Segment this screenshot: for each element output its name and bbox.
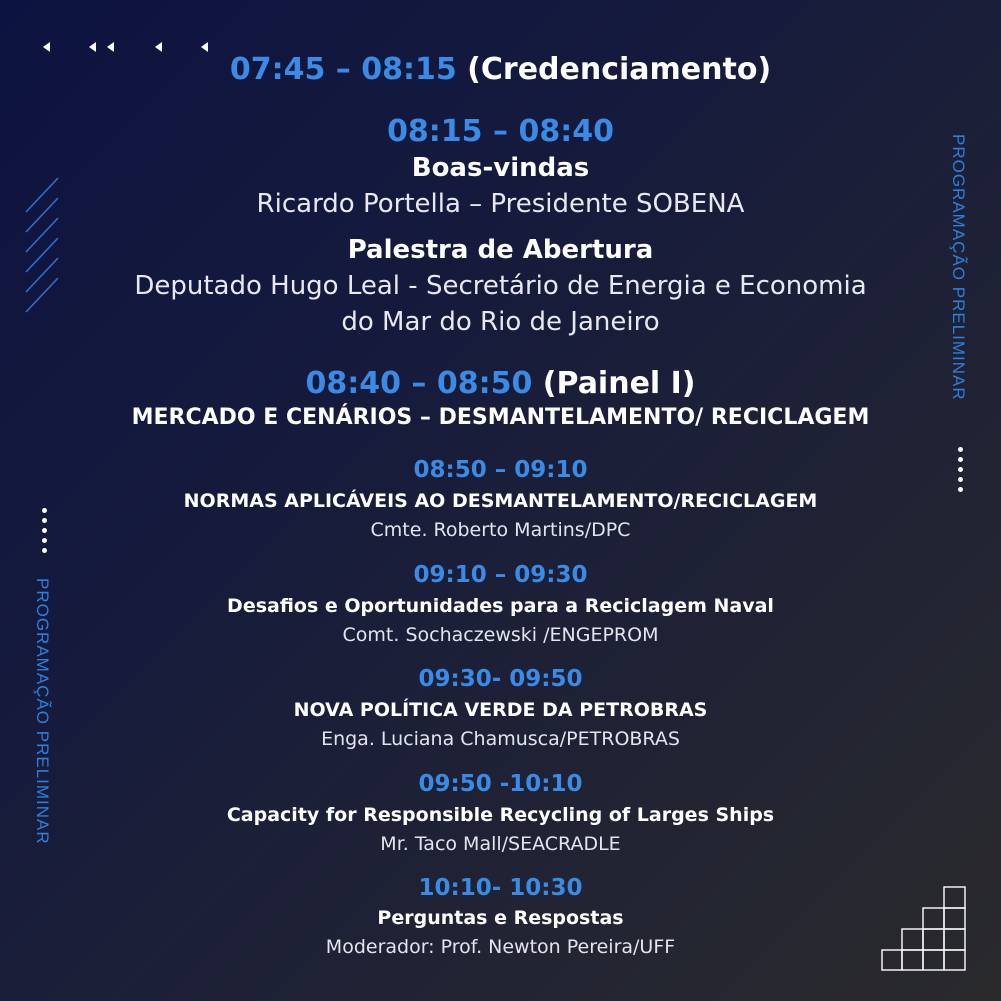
welcome-time: 08:15 – 08:40 xyxy=(387,114,614,149)
side-label-left: PROGRAMAÇÃO PRELIMINAR xyxy=(33,578,52,845)
panel-time: 08:40 – 08:50 xyxy=(305,366,533,401)
panel-row xyxy=(0,366,1001,401)
session-title: Desafios e Oportunidades para a Reciclagem Naval xyxy=(227,595,774,617)
session-time: 09:10 – 09:30 xyxy=(413,562,588,588)
keynote-title: Palestra de Abertura xyxy=(347,235,654,265)
side-label-right: PROGRAMAÇÃO PRELIMINAR xyxy=(949,134,968,401)
keynote-speaker-line1: Deputado Hugo Leal - Secretário de Energia e Economia xyxy=(134,271,867,301)
credenciamento-time: 07:45 – 08:15 xyxy=(229,52,457,87)
session-title: NOVA POLÍTICA VERDE DA PETROBRAS xyxy=(293,699,708,721)
panel-theme: MERCADO E CENÁRIOS – DESMANTELAMENTO/ RECICLAGEM xyxy=(131,405,870,430)
session-time: 09:30- 09:50 xyxy=(418,666,583,692)
session-speaker: Cmte. Roberto Martins/DPC xyxy=(370,519,631,541)
credenciamento-label: (Credenciamento) xyxy=(467,52,772,87)
session-speaker: Comt. Sochaczewski /ENGEPROM xyxy=(342,624,659,646)
session-speaker: Mr. Taco Mall/SEACRADLE xyxy=(380,833,621,855)
panel-label: (Painel I) xyxy=(542,366,696,401)
welcome-speaker: Ricardo Portella – Presidente SOBENA xyxy=(256,189,745,219)
session-time: 08:50 – 09:10 xyxy=(413,457,588,483)
welcome-title: Boas-vindas xyxy=(411,153,590,183)
session-speaker: Moderador: Prof. Newton Pereira/UFF xyxy=(325,936,676,958)
keynote-speaker-line2: do Mar do Rio de Janeiro xyxy=(341,307,660,337)
session-time: 10:10- 10:30 xyxy=(418,875,583,901)
session-speaker: Enga. Luciana Chamusca/PETROBRAS xyxy=(321,728,680,750)
session-time: 09:50 -10:10 xyxy=(418,771,583,797)
session-title: NORMAS APLICÁVEIS AO DESMANTELAMENTO/RECICLAGEM xyxy=(183,490,818,512)
session-title: Capacity for Responsible Recycling of Larges Ships xyxy=(226,804,775,826)
credenciamento-row xyxy=(0,52,1001,87)
session-title: Perguntas e Respostas xyxy=(377,907,624,929)
